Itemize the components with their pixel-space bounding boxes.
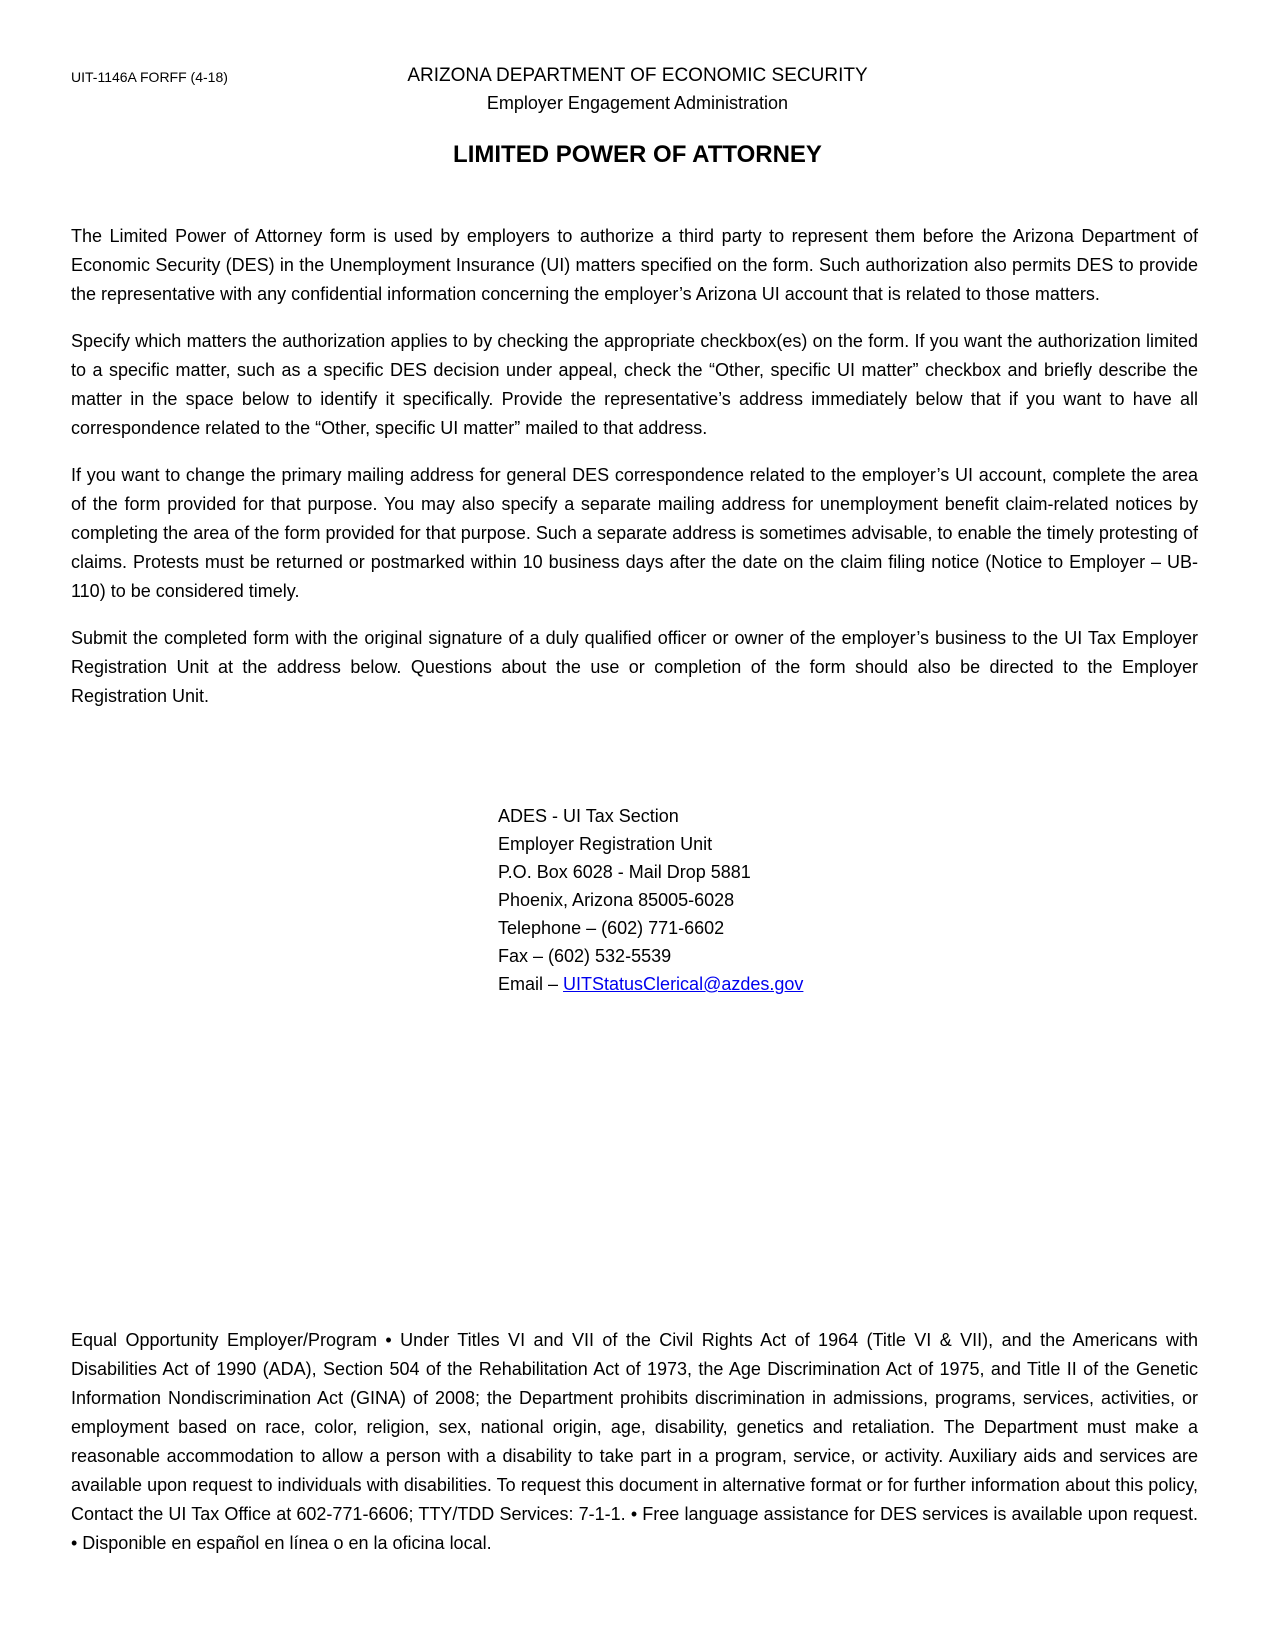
division-name: Employer Engagement Administration (486, 93, 789, 113)
contact-address-block (498, 802, 803, 998)
contact-line-fax: Fax – (602) 532-5539 (498, 946, 672, 966)
document-title: LIMITED POWER OF ATTORNEY (453, 141, 822, 168)
contact-line-email (498, 970, 803, 998)
checkbox-instructions-paragraph: Specify which matters the authorization applies to by checking the appropriate checkbox(es) on the form. If you want the authorization limited to a specific matter, such as a specific DES decision under appeal, check the “Other, specific UI matter” checkbox and briefly describe the matter in the space below to identify it specifically. Provide the representative’s address immediately below that if you want to have all correspondence related to the “Other, specific UI matter” mailed to that address. (71, 331, 1198, 438)
submission-paragraph: Submit the completed form with the original signature of a duly qualified officer or owner of the employer’s business to the UI Tax Employer Registration Unit at the address below. Questions about the use or completion of the form should also be directed to the Employer Registration Unit. (71, 628, 1198, 706)
contact-line-unit: Employer Registration Unit (498, 834, 713, 854)
contact-line-city: Phoenix, Arizona 85005-6028 (498, 890, 735, 910)
mailing-address-paragraph: If you want to change the primary mailing address for general DES correspondence related to the employer’s UI account, complete the area of the form provided for that purpose. You may also specify a separate mailing address for unemployment benefit claim-related notices by completing the area of the form provided for that purpose. Such a separate address is sometimes advisable, to enable the timely protesting of claims. Protests must be returned or postmarked within 10 business days after the date on the claim filing notice (Notice to Employer – UB-110) to be considered timely. (71, 465, 1198, 601)
contact-line-po-box: P.O. Box 6028 - Mail Drop 5881 (498, 862, 751, 882)
email-link[interactable]: UITStatusClerical@azdes.gov (563, 974, 804, 994)
agency-name: ARIZONA DEPARTMENT OF ECONOMIC SECURITY (407, 65, 868, 86)
document-header (0, 64, 1275, 169)
instructions-section (71, 222, 1198, 729)
equal-opportunity-footer: Equal Opportunity Employer/Program • Under Titles VI and VII of the Civil Rights Act of 1964 (Title VI & VII), and the Americans with Disabilities Act of 1990 (ADA), Section 504 of the Rehabilitation Act of 1973, the Age Discrimination Act of 1975, and Title II of the Genetic Information Nondiscrimination Act (GINA) of 2008; the Department prohibits discrimination in admissions, programs, services, activities, or employment based on race, color, religion, sex, national origin, age, disability, genetics and retaliation. The Department must make a reasonable accommodation to allow a person with a disability to take part in a program, service, or activity. Auxiliary aids and services are available upon request to individuals with disabilities. To request this document in alternative format or for further information about this policy, Contact the UI Tax Office at 602-771-6606; TTY/TDD Services: 7-1-1. • Free language assistance for DES services is available upon request. • Disponible en español en línea o en la oficina local. (71, 1330, 1198, 1553)
contact-line-telephone: Telephone – (602) 771-6602 (498, 918, 725, 938)
form-number: UIT-1146A FORFF (4-18) (71, 69, 228, 85)
email-label: Email – (498, 974, 564, 994)
intro-paragraph: The Limited Power of Attorney form is used by employers to authorize a third party to represent them before the Arizona Department of Economic Security (DES) in the Unemployment Insurance (UI) matters specified on the form. Such authorization also permits DES to provide the representative with any confidential information concerning the employer’s Arizona UI account that is related to those matters. (71, 226, 1198, 304)
contact-line-section: ADES - UI Tax Section (498, 806, 679, 826)
